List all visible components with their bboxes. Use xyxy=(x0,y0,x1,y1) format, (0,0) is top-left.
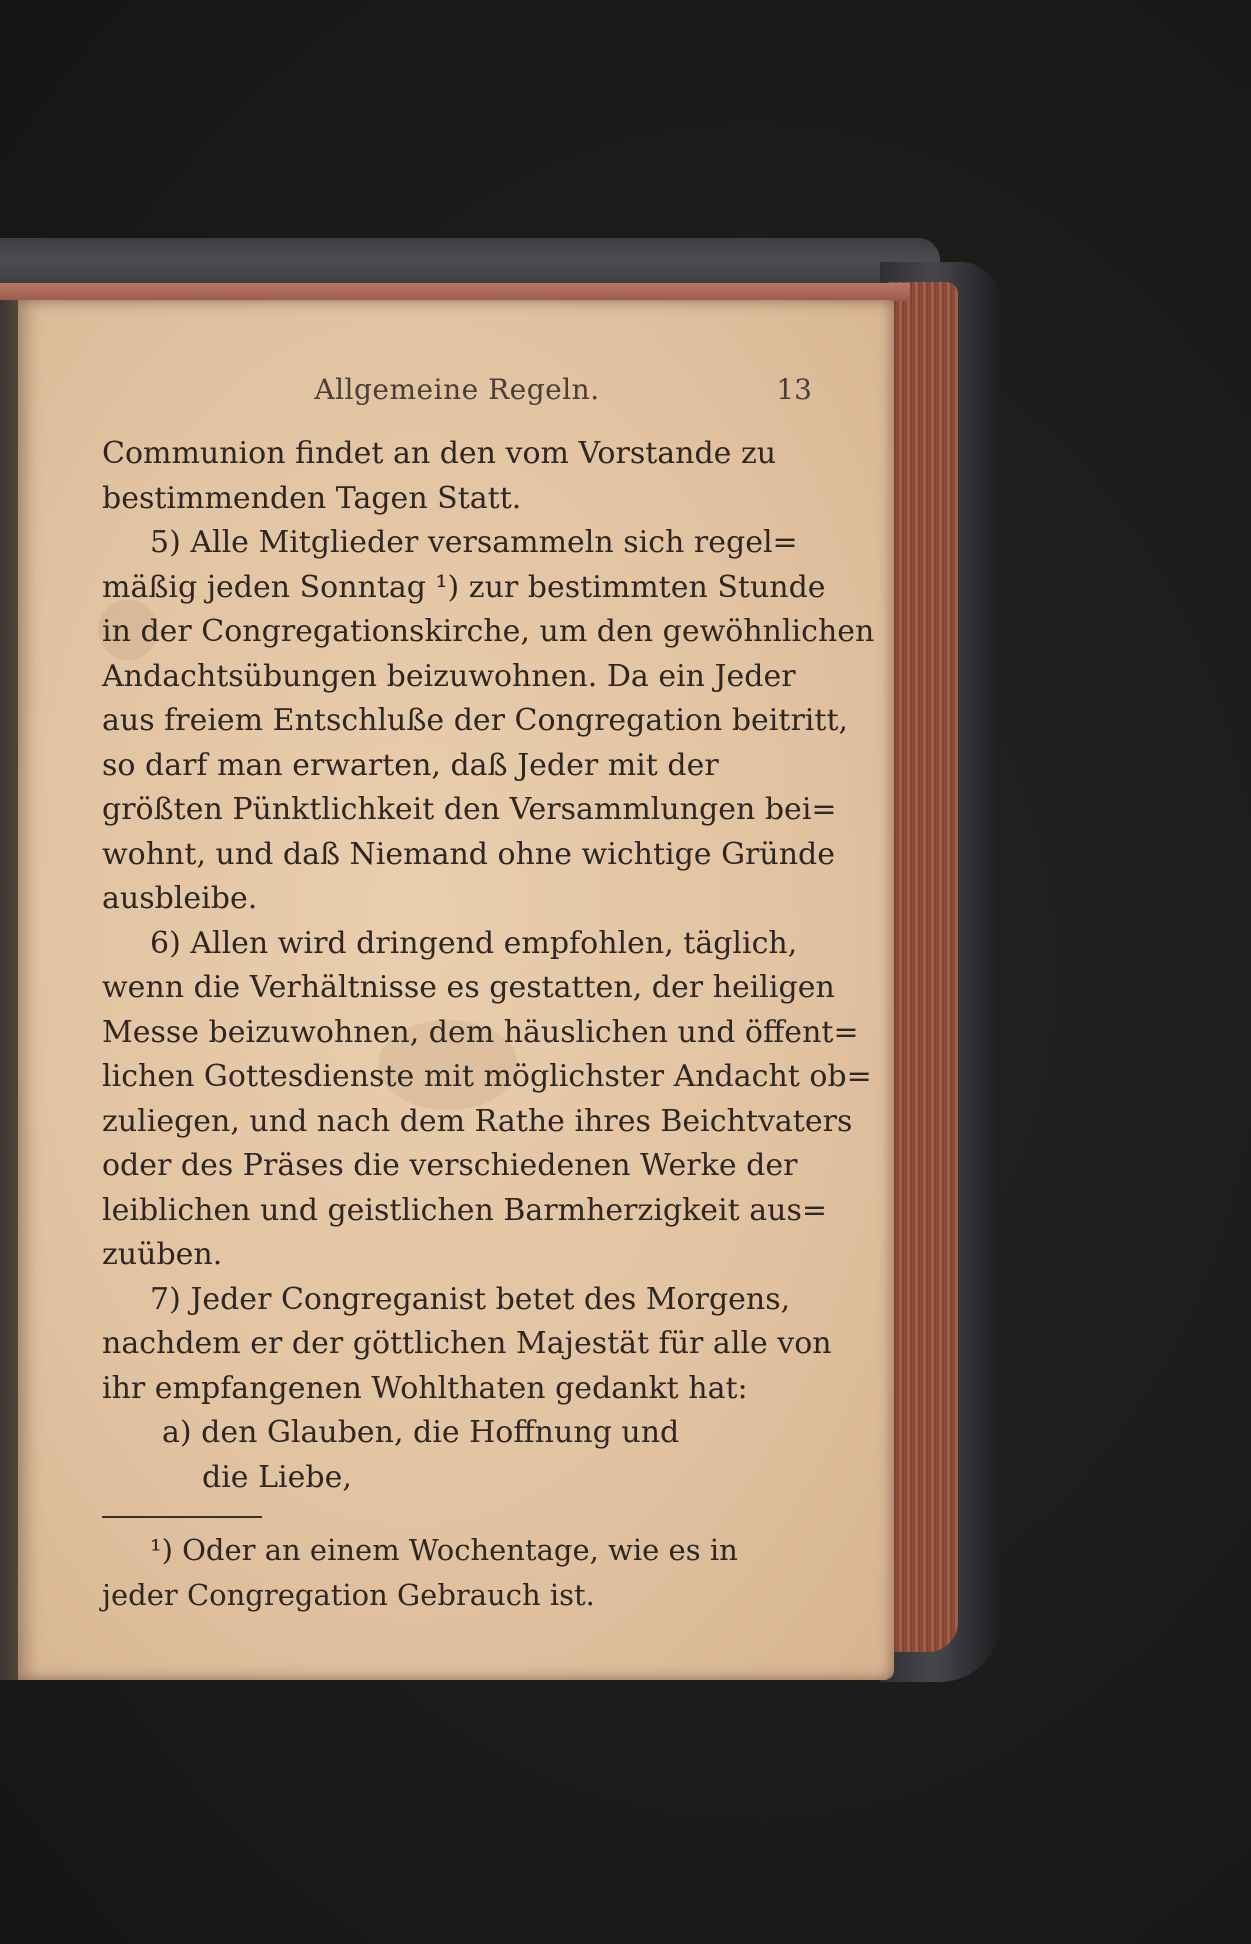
footnote xyxy=(102,1528,812,1617)
text-line: ihr empfangenen Wohlthaten gedankt hat: xyxy=(102,1370,748,1406)
red-page-edge-top xyxy=(0,283,910,301)
text-line: Communion findet an den vom Vorstande zu xyxy=(102,436,777,471)
text-line: 7) Jeder Congreganist betet des Morgens, xyxy=(150,1281,791,1317)
text-line: wenn die Verhältnisse es gestatten, der heiligen xyxy=(102,970,835,1005)
text-line: ausbleibe. xyxy=(102,881,258,916)
footnote-line: jeder Congregation Gebrauch ist. xyxy=(102,1577,595,1612)
text-line: lichen Gottesdienste mit möglichster Andacht ob= xyxy=(102,1059,872,1094)
text-line: zuliegen, und nach dem Rathe ihres Beichtvaters xyxy=(102,1103,853,1139)
text-line: Messe beizuwohnen, dem häuslichen und öffent= xyxy=(102,1014,859,1050)
running-head: Allgemeine Regeln. xyxy=(314,373,600,406)
page-header xyxy=(102,368,812,412)
text-line: größten Pünktlichkeit den Versammlungen bei= xyxy=(102,792,837,827)
text-line: leiblichen und geistlichen Barmherzigkeit aus= xyxy=(102,1192,827,1228)
list-item-a: a) den Glauben, die Hoffnung und xyxy=(162,1415,680,1450)
page-text-block xyxy=(102,368,875,1617)
footnote-divider xyxy=(102,1516,262,1518)
page-number: 13 xyxy=(776,373,812,406)
list-item-a-continued: die Liebe, xyxy=(202,1459,352,1495)
body-text xyxy=(102,432,875,1411)
page-edges xyxy=(888,282,958,1652)
footnote-line: ¹) Oder an einem Wochentage, wie es in xyxy=(150,1533,738,1567)
text-line: 6) Allen wird dringend empfohlen, täglich, xyxy=(150,925,798,961)
text-line: zuüben. xyxy=(102,1237,223,1272)
text-line: Andachtsübungen beizuwohnen. Da ein Jeder xyxy=(102,658,796,694)
text-line: bestimmenden Tagen Statt. xyxy=(102,480,522,516)
text-line: wohnt, und daß Niemand ohne wichtige Gründe xyxy=(102,836,835,872)
text-line: 5) Alle Mitglieder versammeln sich regel= xyxy=(150,525,798,560)
text-line: nachdem er der göttlichen Majestät für alle von xyxy=(102,1326,832,1361)
text-line: oder des Präses die verschiedenen Werke der xyxy=(102,1148,798,1183)
text-line: mäßig jeden Sonntag ¹) zur bestimmten Stunde xyxy=(102,569,826,605)
text-line: aus freiem Entschluße der Congregation beitritt, xyxy=(102,703,849,738)
text-line: in der Congregationskirche, um den gewöhnlichen xyxy=(102,614,875,649)
text-line: so darf man erwarten, daß Jeder mit der xyxy=(102,747,719,783)
